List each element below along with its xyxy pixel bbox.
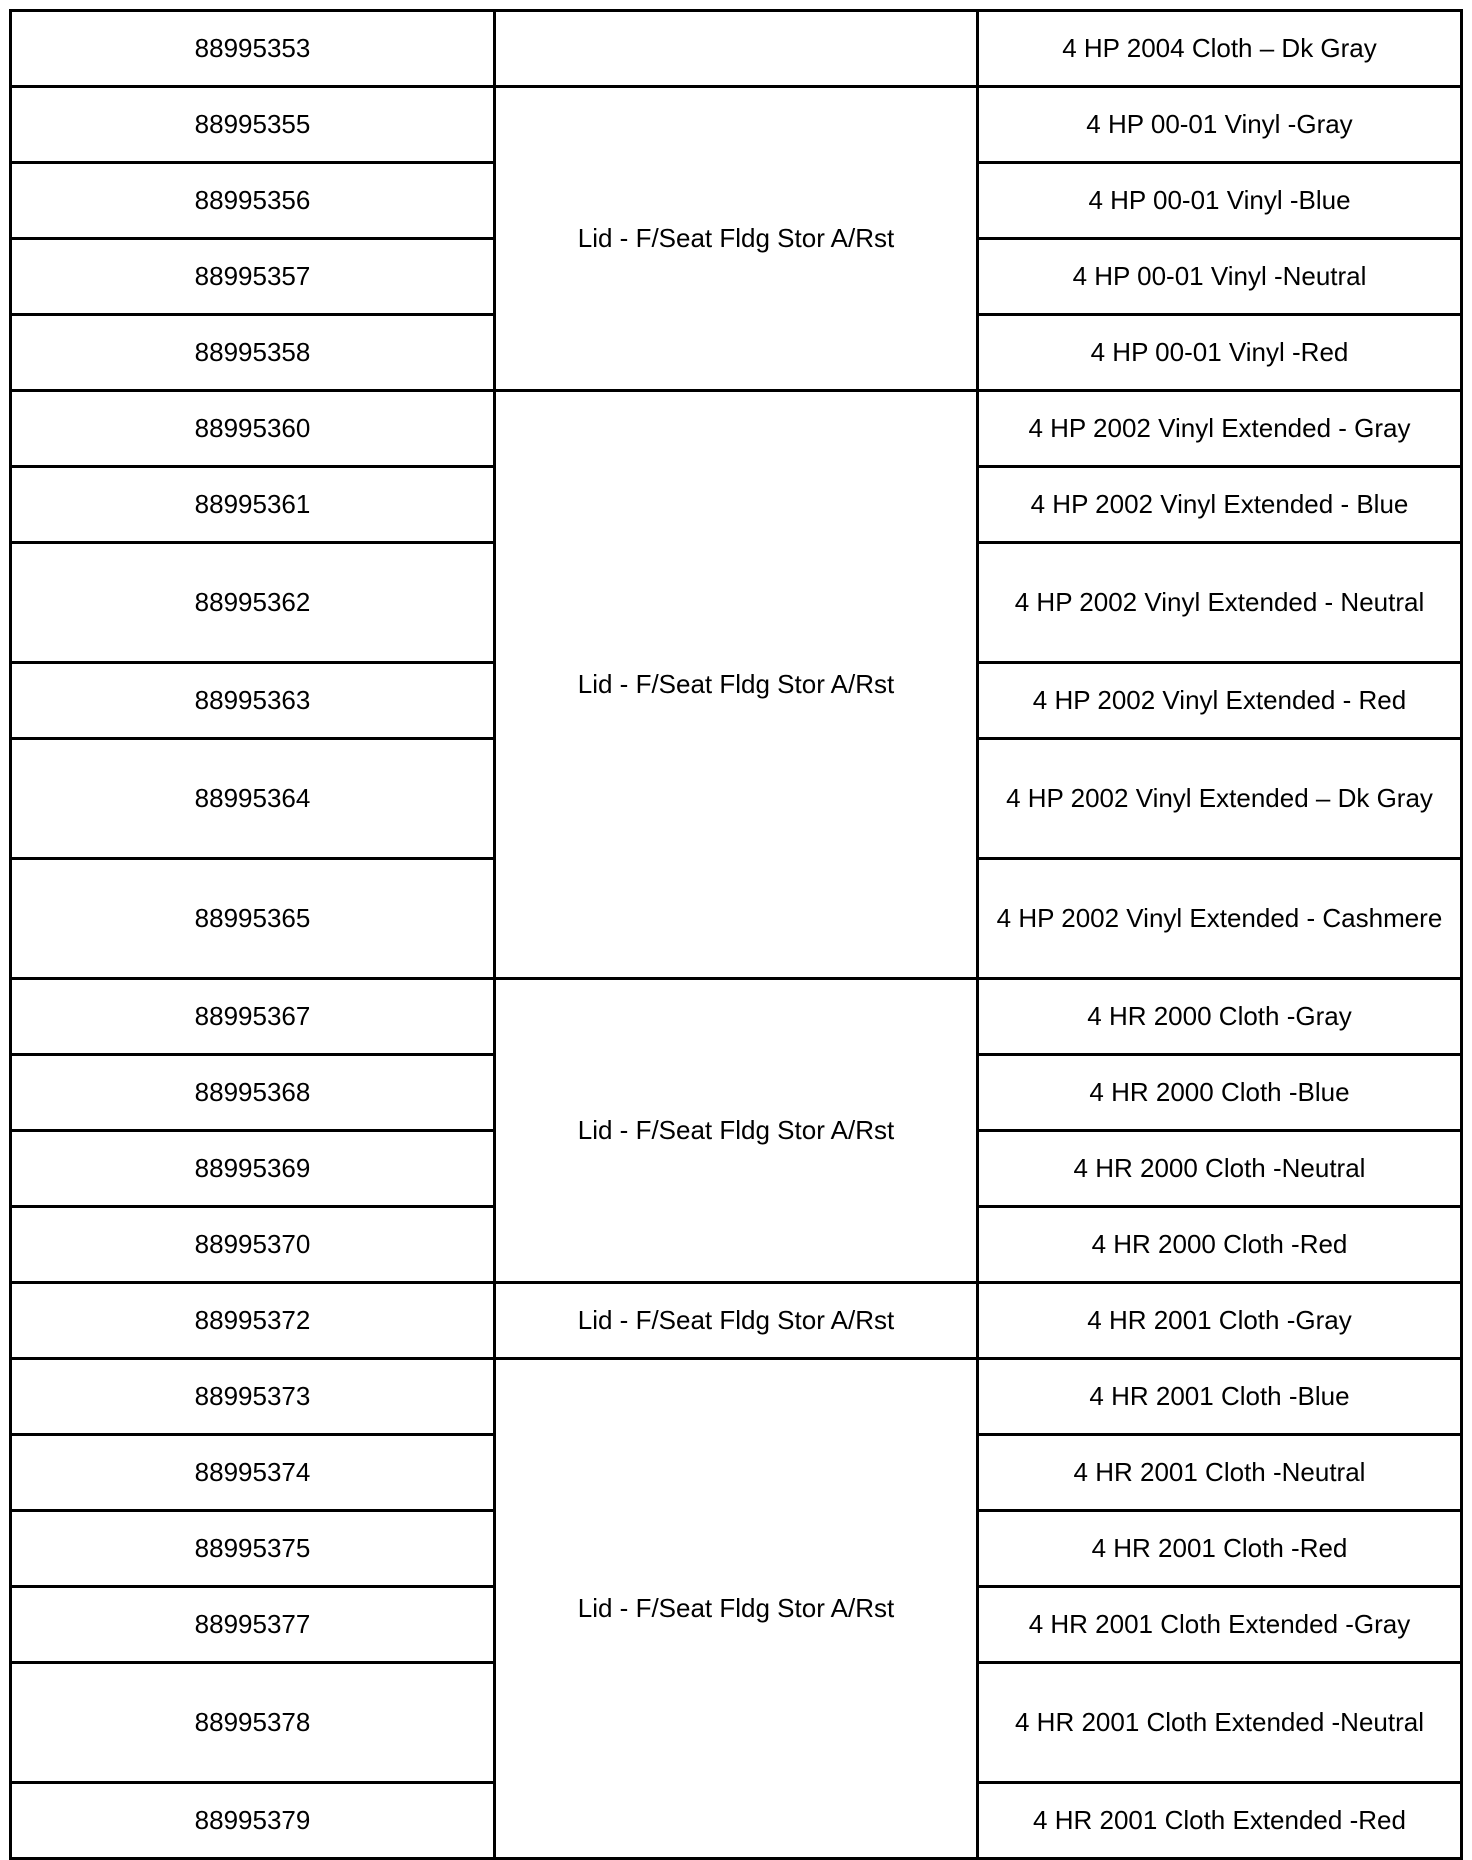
application-cell: 4 HR 2000 Cloth -Neutral (978, 1131, 1462, 1207)
application-cell: 4 HR 2000 Cloth -Blue (978, 1055, 1462, 1131)
part-number-cell: 88995379 (11, 1783, 495, 1859)
description-cell: Lid - F/Seat Fldg Stor A/Rst (495, 1359, 978, 1859)
part-number-cell: 88995369 (11, 1131, 495, 1207)
part-number-cell: 88995363 (11, 663, 495, 739)
application-cell: 4 HP 2004 Cloth – Dk Gray (978, 11, 1462, 87)
application-cell: 4 HR 2000 Cloth -Gray (978, 979, 1462, 1055)
application-cell: 4 HP 2002 Vinyl Extended - Gray (978, 391, 1462, 467)
application-cell: 4 HR 2001 Cloth -Blue (978, 1359, 1462, 1435)
part-number-cell: 88995353 (11, 11, 495, 87)
part-number-cell: 88995362 (11, 543, 495, 663)
application-cell: 4 HP 2002 Vinyl Extended - Blue (978, 467, 1462, 543)
application-cell: 4 HR 2001 Cloth -Neutral (978, 1435, 1462, 1511)
part-number-cell: 88995374 (11, 1435, 495, 1511)
parts-table (9, 9, 1463, 1860)
part-number-cell: 88995365 (11, 859, 495, 979)
application-cell: 4 HR 2001 Cloth Extended -Neutral (978, 1663, 1462, 1783)
description-cell: Lid - F/Seat Fldg Stor A/Rst (495, 979, 978, 1283)
application-cell: 4 HR 2001 Cloth -Red (978, 1511, 1462, 1587)
description-cell (495, 11, 978, 87)
application-cell: 4 HP 00-01 Vinyl -Gray (978, 87, 1462, 163)
application-cell: 4 HP 2002 Vinyl Extended – Dk Gray (978, 739, 1462, 859)
application-cell: 4 HP 2002 Vinyl Extended - Red (978, 663, 1462, 739)
application-cell: 4 HP 2002 Vinyl Extended - Neutral (978, 543, 1462, 663)
table-row (11, 1359, 1462, 1435)
table-row (11, 979, 1462, 1055)
part-number-cell: 88995378 (11, 1663, 495, 1783)
part-number-cell: 88995357 (11, 239, 495, 315)
table-row (11, 1283, 1462, 1359)
application-cell: 4 HP 00-01 Vinyl -Blue (978, 163, 1462, 239)
part-number-cell: 88995373 (11, 1359, 495, 1435)
table-row (11, 11, 1462, 87)
part-number-cell: 88995375 (11, 1511, 495, 1587)
application-cell: 4 HR 2001 Cloth Extended -Red (978, 1783, 1462, 1859)
application-cell: 4 HR 2000 Cloth -Red (978, 1207, 1462, 1283)
application-cell: 4 HR 2001 Cloth -Gray (978, 1283, 1462, 1359)
part-number-cell: 88995364 (11, 739, 495, 859)
part-number-cell: 88995361 (11, 467, 495, 543)
table-row (11, 87, 1462, 163)
part-number-cell: 88995367 (11, 979, 495, 1055)
part-number-cell: 88995368 (11, 1055, 495, 1131)
description-cell: Lid - F/Seat Fldg Stor A/Rst (495, 391, 978, 979)
part-number-cell: 88995370 (11, 1207, 495, 1283)
part-number-cell: 88995360 (11, 391, 495, 467)
part-number-cell: 88995355 (11, 87, 495, 163)
part-number-cell: 88995358 (11, 315, 495, 391)
application-cell: 4 HP 2002 Vinyl Extended - Cashmere (978, 859, 1462, 979)
part-number-cell: 88995377 (11, 1587, 495, 1663)
description-cell: Lid - F/Seat Fldg Stor A/Rst (495, 1283, 978, 1359)
application-cell: 4 HR 2001 Cloth Extended -Gray (978, 1587, 1462, 1663)
table-row (11, 391, 1462, 467)
part-number-cell: 88995356 (11, 163, 495, 239)
part-number-cell: 88995372 (11, 1283, 495, 1359)
description-cell: Lid - F/Seat Fldg Stor A/Rst (495, 87, 978, 391)
application-cell: 4 HP 00-01 Vinyl -Red (978, 315, 1462, 391)
application-cell: 4 HP 00-01 Vinyl -Neutral (978, 239, 1462, 315)
